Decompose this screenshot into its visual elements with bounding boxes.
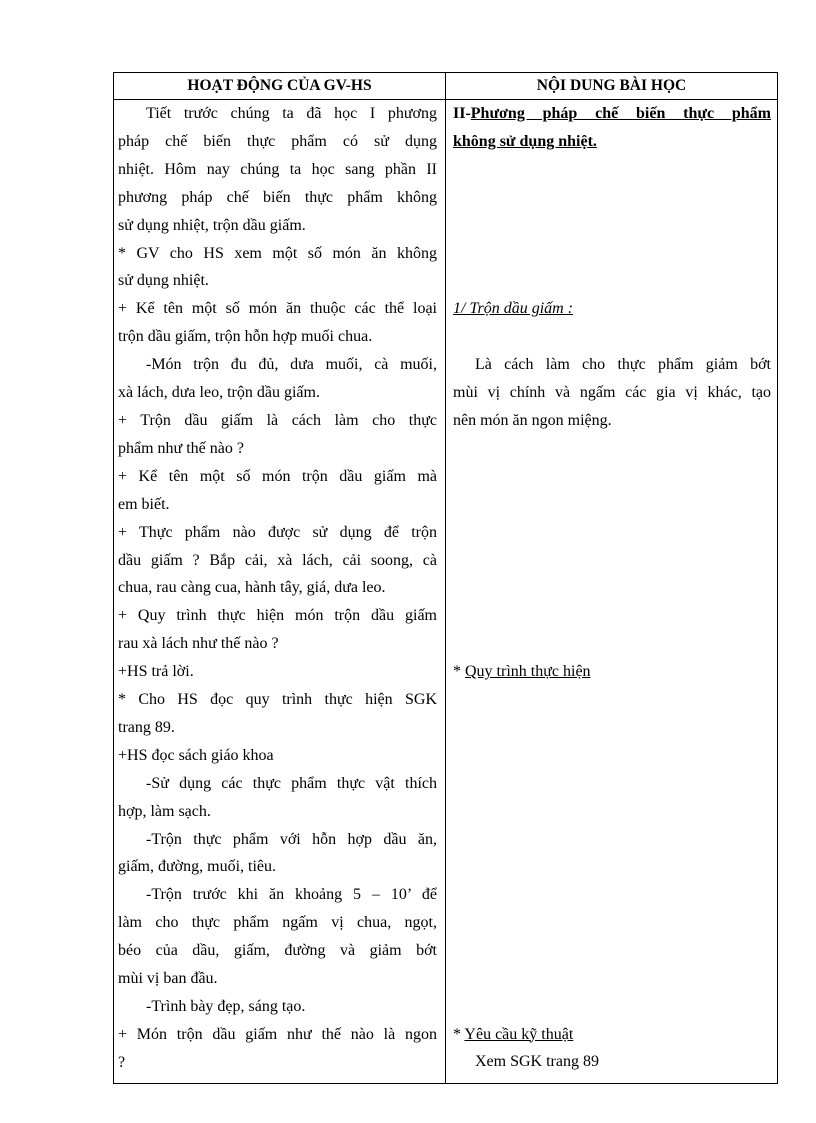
description-line: nên món ăn ngon miệng.	[453, 411, 612, 429]
section-prefix: II-	[453, 105, 471, 122]
section-title-1: Phương pháp chế biến thực phẩm	[470, 105, 771, 122]
requirements-text: Xem SGK trang 89	[475, 1053, 599, 1071]
left-line: hợp, làm sạch.	[118, 802, 211, 820]
left-line: phương pháp chế biến thực phẩm không	[118, 188, 437, 206]
process-label: Quy trình thực hiện	[465, 662, 591, 680]
left-line: ?	[118, 1053, 126, 1071]
header-right: NỘI DUNG BÀI HỌC	[446, 73, 778, 100]
left-line: + Kể tên một số món trộn dầu giấm mà	[118, 467, 437, 485]
process-heading	[453, 658, 771, 686]
table-body-row	[114, 100, 778, 1084]
left-line: sử dụng nhiệt, trộn dầu giấm.	[118, 216, 306, 234]
left-line: -Sử dụng các thực phẩm thực vật thích	[146, 774, 437, 792]
left-line: xà lách, dưa leo, trộn dầu giấm.	[118, 384, 320, 402]
content-cell	[446, 100, 778, 1084]
description-line: Là cách làm cho thực phẩm giảm bớt	[475, 356, 771, 374]
left-line: * Cho HS đọc quy trình thực hiện SGK	[118, 691, 437, 709]
left-line: + Món trộn dầu giấm như thế nào là ngon	[118, 1025, 437, 1043]
left-line: * GV cho HS xem một số món ăn không	[118, 244, 437, 262]
requirements-heading	[453, 1021, 771, 1049]
sub-heading: 1/ Trộn dầu giấm :	[453, 300, 574, 318]
left-line: trộn dầu giấm, trộn hỗn hợp muối chua.	[118, 328, 373, 346]
left-line: -Món trộn đu đủ, dưa muối, cà muối,	[146, 356, 437, 374]
left-line: chua, rau càng cua, hành tây, giá, dưa leo.	[118, 579, 386, 597]
left-line: em biết.	[118, 495, 170, 513]
left-line: làm cho thực phẩm ngấm vị chua, ngọt,	[118, 914, 437, 932]
section-heading-line-1	[453, 100, 771, 128]
left-line: -Trình bày đẹp, sáng tạo.	[146, 998, 306, 1015]
requirements-label: Yêu cầu kỹ thuật	[464, 1025, 574, 1043]
left-line: mùi vị ban đầu.	[118, 970, 218, 988]
table-header-row	[114, 73, 778, 100]
left-line: nhiệt. Hôm nay chúng ta học sang phần II	[118, 160, 437, 178]
lesson-plan-table	[113, 72, 778, 1084]
header-left: HOẠT ĐỘNG CỦA GV-HS	[114, 73, 446, 100]
left-line: + Trộn dầu giấm là cách làm cho thực	[118, 411, 437, 429]
left-line: dầu giấm ? Bắp cải, xà lách, cải soong, cà	[118, 551, 437, 569]
left-line: -Trộn thực phẩm với hỗn hợp dầu ăn,	[146, 830, 437, 848]
left-line: rau xà lách như thế nào ?	[118, 635, 279, 653]
requirements-star: *	[453, 1025, 465, 1043]
section-title-2: không sử dụng nhiệt.	[453, 132, 597, 150]
process-star: *	[453, 662, 465, 680]
left-line: phẩm như thế nào ?	[118, 439, 244, 457]
description-line: mùi vị chính và ngấm các gia vị khác, tạo	[453, 383, 771, 401]
left-line: trang 89.	[118, 718, 175, 736]
activities-cell	[114, 100, 446, 1084]
left-line: + Thực phẩm nào được sử dụng để trộn	[118, 523, 437, 541]
left-line: + Kể tên một số món ăn thuộc các thể loại	[118, 300, 437, 318]
left-line: + Quy trình thực hiện món trộn dầu giấm	[118, 607, 437, 625]
left-line: giấm, đường, muối, tiêu.	[118, 858, 277, 876]
left-line: Tiết trước chúng ta đã học I phương	[146, 105, 437, 122]
left-line: sử dụng nhiệt.	[118, 272, 209, 290]
left-line: +HS trả lời.	[118, 663, 194, 681]
left-line: béo của dầu, giấm, đường và giảm bớt	[118, 942, 437, 960]
left-line: +HS đọc sách giáo khoa	[118, 746, 274, 764]
left-line: pháp chế biến thực phẩm có sử dụng	[118, 132, 437, 150]
left-line: -Trộn trước khi ăn khoảng 5 – 10’ để	[146, 886, 437, 904]
